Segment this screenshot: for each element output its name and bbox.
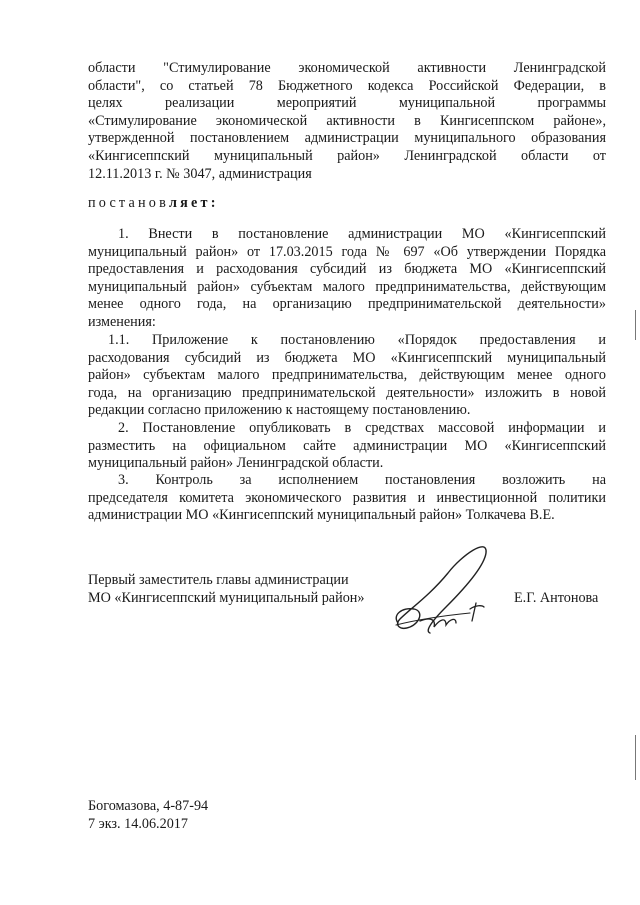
signatory-name: Е.Г. Антонова bbox=[514, 590, 599, 606]
decree-word-bold: ляет: bbox=[169, 195, 219, 211]
intro-paragraph bbox=[88, 60, 606, 183]
item-1-1-line: расходования субсидий из бюджета МО «Кингисеппский муниципальный bbox=[88, 349, 606, 366]
executor-contact: Богомазова, 4-87-94 bbox=[88, 798, 209, 814]
item-1-line: менее одного года, на организацию предпринимательской деятельности» bbox=[88, 296, 606, 313]
item-3-line: председателя комитета экономического развития и инвестиционной политики bbox=[88, 489, 606, 506]
item-1-1 bbox=[88, 332, 606, 420]
decree-word bbox=[88, 195, 606, 213]
item-1-1-line: район» субъектам малого предпринимательства, действующим менее одного bbox=[88, 367, 606, 384]
item-3-line: 3. Контроль за исполнением постановления возложить на bbox=[118, 472, 606, 488]
item-1 bbox=[88, 226, 606, 332]
decree-word-regular: постанов bbox=[88, 195, 169, 211]
item-1-line: муниципальный район» субъектам малого предпринимательства, действующим bbox=[88, 278, 606, 295]
copies-date: 7 экз. 14.06.2017 bbox=[88, 815, 188, 832]
signatory-position-line-1: Первый заместитель главы администрации bbox=[88, 572, 349, 588]
intro-line: 12.11.2013 г. № 3047, администрация bbox=[88, 165, 312, 182]
item-1-1-line: 1.1. Приложение к постановлению «Порядок предоставления и bbox=[108, 332, 606, 348]
footer bbox=[88, 798, 208, 833]
item-3 bbox=[88, 472, 606, 525]
item-1-line: изменения: bbox=[88, 313, 156, 330]
intro-line: целях реализации мероприятий муниципальной программы bbox=[88, 95, 606, 112]
intro-line: утвержденной постановлением администрации муниципального образования bbox=[88, 130, 606, 147]
item-1-line: предоставления и расходования субсидий из бюджета МО «Кингисеппский bbox=[88, 261, 606, 278]
item-3-line: администрации МО «Кингисеппский муниципальный район» Толкачева В.Е. bbox=[88, 507, 555, 524]
item-1-line: 1. Внести в постановление администрации МО «Кингисеппский bbox=[118, 226, 606, 242]
signatory-position-line-2: МО «Кингисеппский муниципальный район» bbox=[88, 589, 365, 606]
intro-line: «Кингисеппский муниципальный район» Ленинградской области от bbox=[88, 147, 606, 164]
item-2-line: муниципальный район» Ленинградской области. bbox=[88, 455, 384, 472]
item-1-1-line: редакции согласно приложению к настоящему постановлению. bbox=[88, 402, 471, 419]
item-2-line: разместить на официальном сайте администрации МО «Кингисеппский bbox=[88, 437, 606, 454]
scan-artifact-line bbox=[635, 310, 636, 340]
intro-line: области "Стимулирование экономической активности Ленинградской bbox=[88, 60, 606, 76]
scan-artifact-line bbox=[635, 735, 636, 780]
item-2-line: 2. Постановление опубликовать в средствах массовой информации и bbox=[118, 420, 606, 436]
item-1-line: муниципальный район» от 17.03.2015 года № 697 «Об утверждении Порядка bbox=[88, 243, 606, 260]
item-1-1-line: года, на организацию предпринимательской деятельности» изложить в новой bbox=[88, 384, 606, 401]
intro-line: области", со статьей 78 Бюджетного кодекса Российской Федерации, в bbox=[88, 77, 606, 94]
signatory-position bbox=[88, 572, 364, 607]
handwritten-signature bbox=[390, 535, 500, 645]
item-2 bbox=[88, 420, 606, 473]
intro-line: «Стимулирование экономической активности в Кингисеппском районе», bbox=[88, 112, 606, 129]
